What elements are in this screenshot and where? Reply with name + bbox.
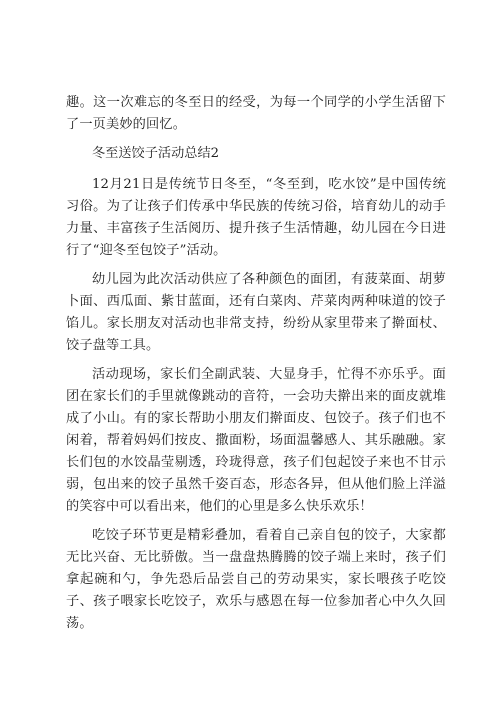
- paragraph-activity-scene: 活动现场，家长们全副武装、大显身手，忙得不亦乐乎。面团在家长们的手里就像跳动的音符，一会功夫擀出来的面皮就堆成了小山。有的家长帮助小朋友们擀面皮、包饺子。孩子们也不闲着，帮着妈妈们按皮、撒面粉，场面温馨感人、其乐融融。家长们包的水饺晶莹剔透，玲珑得意，孩子们包起饺子来也不甘示弱，包出来的饺子虽然千姿百态，形态各异，但从他们脸上洋溢的笑容中可以看出来，他们的心里是多么快乐欢乐！: [66, 367, 446, 514]
- document-body: [66, 92, 446, 642]
- paragraph-continuation: 趣。这一次难忘的冬至日的经受，为每一个同学的小学生活留下了一页美妙的回忆。: [66, 95, 446, 132]
- section-title: 冬至送饺子活动总结2: [92, 146, 220, 161]
- paragraph-materials: 幼儿园为此次活动供应了各种颜色的面团，有菠菜面、胡萝卜面、西瓜面、紫甘蓝面，还有白菜肉、芹菜肉两种味道的饺子馅儿。家长朋友对活动也非常支持，纷纷从家里带来了擀面杖、饺子盘等工具。: [66, 272, 446, 353]
- paragraph-eating: 吃饺子环节更是精彩叠加，看着自己亲自包的饺子，大家都无比兴奋、无比骄傲。当一盘盘热腾腾的饺子端上来时，孩子们拿起碗和勺，争先恐后品尝自己的劳动果实，家长喂孩子吃饺子、孩子喂家长吃饺子，欢乐与感恩在每一位参加者心中久久回荡。: [66, 528, 446, 631]
- paragraph-intro: 12月21日是传统节日冬至，“冬至到，吃水饺”是中国传统习俗。为了让孩子们传承中华民族的传统习俗，培育幼儿的动手力量、丰富孩子生活阅历、提升孩子生活情趣，幼儿园在今日进行了“迎冬至包饺子”活动。: [66, 177, 446, 258]
